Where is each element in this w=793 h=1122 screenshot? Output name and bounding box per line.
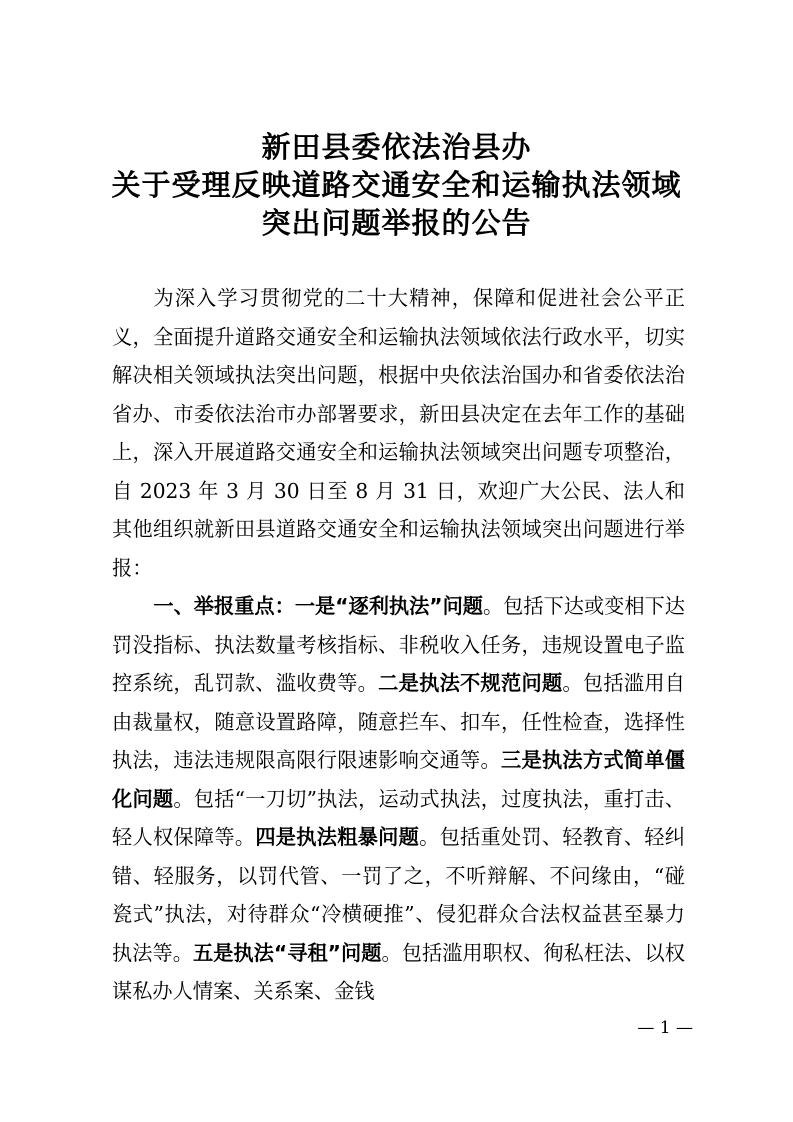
- item-1-heading: 一是“逐利执法”问题: [294, 594, 483, 618]
- item-5-heading: 五是执法“寻租”问题: [192, 940, 382, 965]
- document-title: [60, 128, 733, 242]
- item-3-text: 。包括“一刀切”执法，运动式执法，过度执法，重打击、轻人权保障等。: [112, 786, 685, 849]
- item-5-text: 。包括滥用职权、徇私枉法、以权谋私办人情案、关系案、金钱: [112, 940, 685, 1003]
- item-1-text: 。包括下达或变相下达罚没指标、执法数量考核指标、非税收入任务，违规设置电子监控系统，乱罚款、滥收费等。: [112, 594, 685, 695]
- page-number: — 1 —: [637, 1018, 693, 1038]
- item-2-text: 。包括滥用自由裁量权，随意设置路障，随意拦车、扣车，任性检查，选择性执法，违法违规限高限行限速影响交通等。: [112, 671, 685, 772]
- document-body: [112, 279, 685, 1011]
- title-line-2: 关于受理反映道路交通安全和运输执法领域: [111, 168, 682, 202]
- item-4-text: 。包括重处罚、轻教育、轻纠错、轻服务，以罚代管、一罚了之，不听辩解、不问缘由，“碰瓷式”执法，对待群众“冷横硬推”、侵犯群众合法权益甚至暴力执法等。: [112, 825, 685, 965]
- title-line-3: 突出问题举报的公告: [261, 206, 532, 240]
- section-1-heading: 一、举报重点：: [153, 594, 295, 618]
- item-3-heading: 三是执法方式简单僵化问题: [112, 748, 685, 811]
- title-line-1: 新田县委依法治县办: [261, 130, 532, 164]
- item-4-heading: 四是执法粗暴问题: [255, 825, 420, 849]
- intro-paragraph: 为深入学习贯彻党的二十大精神，保障和促进社会公平正义，全面提升道路交通安全和运输执法领域依法行政水平，切实解决相关领域执法突出问题，根据中央依法治国办和省委依法治省办、市委依法治市办部署要求，新田县决定在去年工作的基础上，深入开展道路交通安全和运输执法领域突出问题专项整治，自 2023 年 3 月 30 日至 8 月 31 日，欢迎广大公民、法人和其他组织就新田县道路交通安全和运输执法领域突出问题进行举报：: [112, 286, 685, 580]
- section-1-paragraph: [112, 587, 685, 1011]
- item-2-heading: 二是执法不规范问题: [378, 671, 563, 695]
